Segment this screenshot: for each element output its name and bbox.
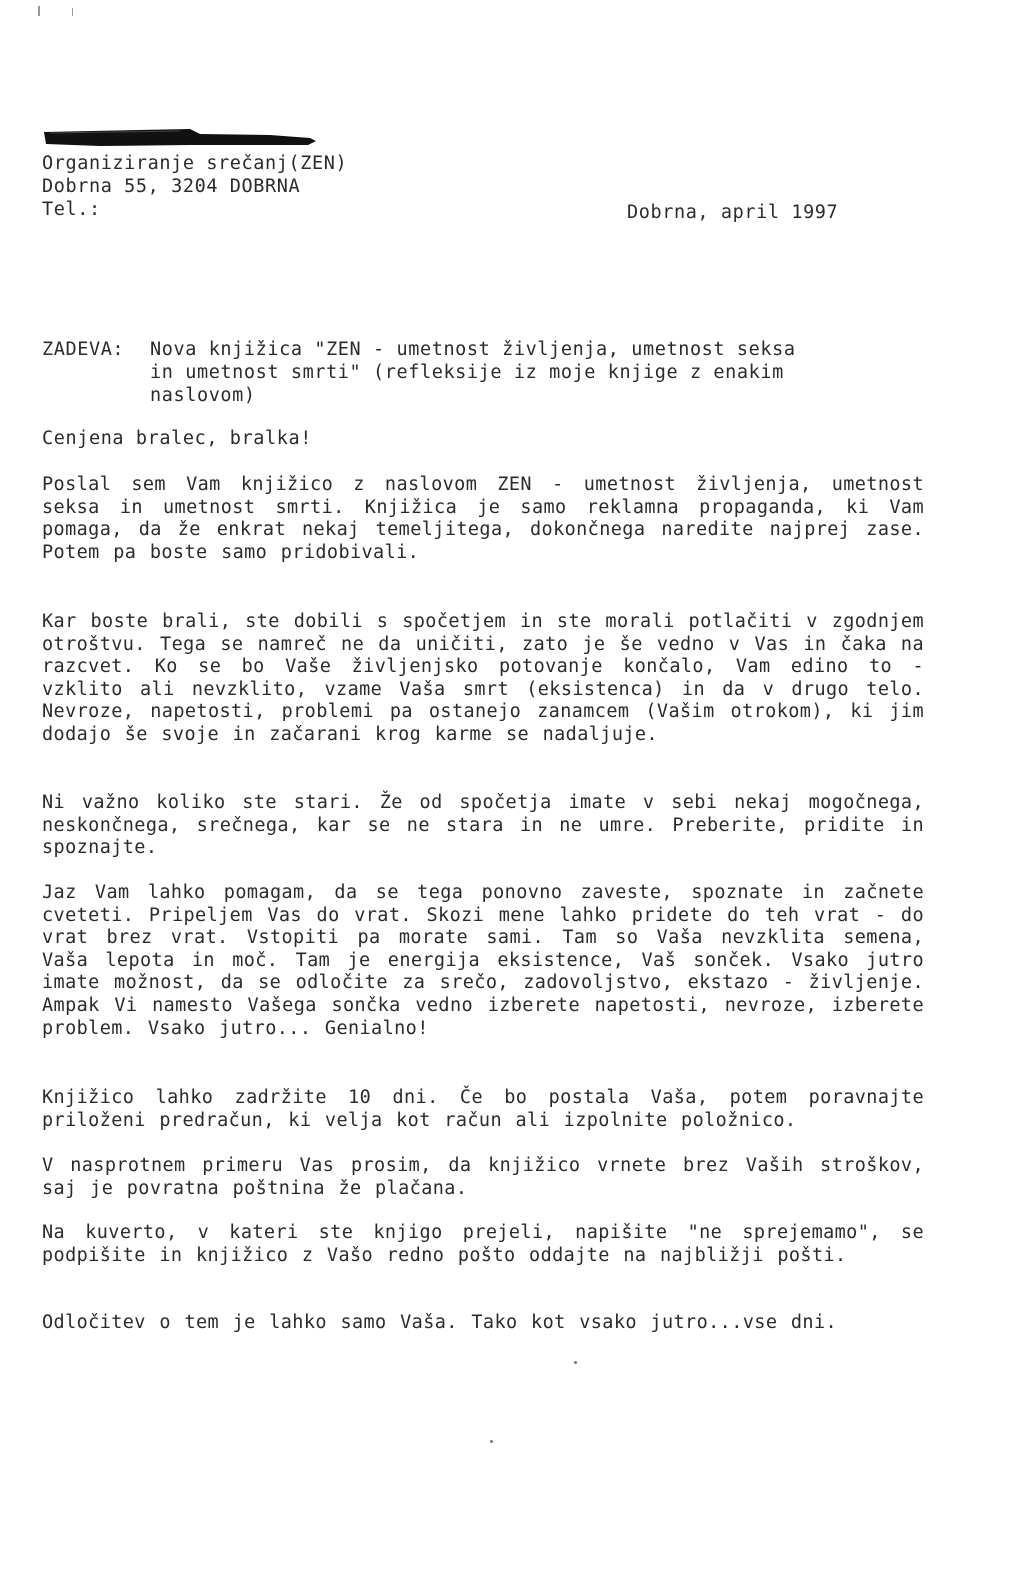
sender-name: Organiziranje srečanj(ZEN) xyxy=(42,153,348,174)
subject-label: ZADEVA: xyxy=(42,339,125,360)
place-date: Dobrna, april 1997 xyxy=(627,202,839,223)
subject-line-2: in umetnost smrti" (refleksije iz moje knjige z enakim xyxy=(150,362,784,383)
body-paragraph: Kar boste brali, ste dobili s spočetjem in ste morali potlačiti v zgodnjem otroštvu. Tega se namreč ne da uničiti, zato je še vedno v Vas in čaka na razcvet. Ko se bo Vaše življenjsko potovanje končalo, Vam edino to - vzklito ali nevzklito, vzame Vaša smrt (eksistenca) in da v drugo telo. Nevroze, napetosti, problemi pa ostanejo zanamcem (Vašim otrokom), ki jim dodajo še svoje in začarani krog karme se nadaljuje. xyxy=(42,611,924,745)
scan-speck xyxy=(490,1440,493,1443)
body-paragraph: Ni važno koliko ste stari. Že od spočetja imate v sebi nekaj mogočnega, neskončnega, srečnega, kar se ne stara in ne umre. Preberite, pridite in spoznajte. xyxy=(42,792,924,859)
scan-mark xyxy=(38,6,40,16)
subject-line-3: naslovom) xyxy=(150,385,256,406)
body-paragraph: Poslal sem Vam knjižico z naslovom ZEN - umetnost življenja, umetnost seksa in umetnost smrti. Knjižica je samo reklamna propaganda, ki Vam pomaga, da že enkrat nekaj temeljitega, dokončnega naredite najprej zase. Potem pa boste samo pridobivali. xyxy=(42,474,924,563)
scan-speck xyxy=(574,1361,577,1364)
body-paragraph: Na kuverto, v kateri ste knjigo prejeli, napišite "ne sprejemamo", se podpišite in knjižico z Vašo redno pošto oddajte na najbližji pošti. xyxy=(42,1222,924,1266)
sender-address: Dobrna 55, 3204 DOBRNA xyxy=(42,176,301,197)
salutation: Cenjena bralec, bralka! xyxy=(42,428,312,449)
sender-tel: Tel.: xyxy=(42,199,101,220)
body-paragraph: V nasprotnem primeru Vas prosim, da knjižico vrnete brez Vaših stroškov, saj je povratna poštnina že plačana. xyxy=(42,1155,924,1199)
scan-mark xyxy=(72,8,73,16)
subject-line-1: Nova knjižica "ZEN - umetnost življenja, umetnost seksa xyxy=(150,339,796,360)
body-paragraph: Odločitev o tem je lahko samo Vaša. Tako kot vsako jutro...vse dni. xyxy=(42,1312,838,1333)
redaction-mark xyxy=(40,126,318,148)
body-paragraph: Jaz Vam lahko pomagam, da se tega ponovno zaveste, spoznate in začnete cveteti. Pripeljem Vas do vrat. Skozi mene lahko pridete do teh vrat - do vrat brez vrat. Vstopiti pa morate sami. Tam so Vaša nevzklita semena, Vaša lepota in moč. Tam je energija eksistence, Vaš sonček. Vsako jutro imate možnost, da se odločite za srečo, zadovoljstvo, ekstazo - življenje. Ampak Vi namesto Vašega sončka vedno izberete napetosti, nevroze, izberete problem. Vsako jutro... Genialno! xyxy=(42,882,924,1039)
body-paragraph: Knjižico lahko zadržite 10 dni. Če bo postala Vaša, potem poravnajte priloženi predračun, ki velja kot račun ali izpolnite položnico. xyxy=(42,1087,924,1131)
